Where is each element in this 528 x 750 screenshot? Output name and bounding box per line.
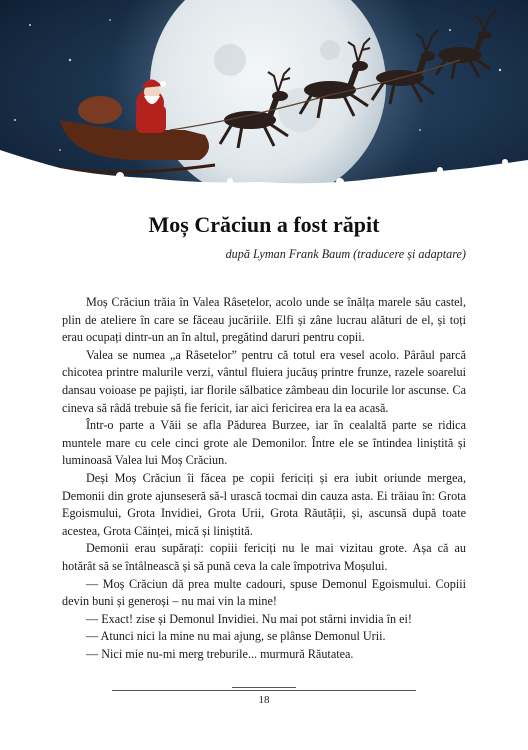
santa-sleigh-illustration bbox=[0, 0, 528, 205]
story-byline: după Lyman Frank Baum (traducere și adaptare) bbox=[225, 247, 466, 261]
story-body bbox=[62, 294, 466, 663]
header-illustration bbox=[0, 0, 528, 205]
footer-divider bbox=[112, 690, 416, 691]
story-paragraph: Moș Crăciun trăia în Valea Râsetelor, acolo unde se înălța marele său castel, plin de ateliere în care se făceau jucăriile. Elfi și zâne lucrau alături de el, și toți erau ocupați dintr-un an în altul, pregătind daruri pentru copii. bbox=[62, 295, 466, 345]
page-number: 18 bbox=[258, 694, 270, 706]
dialogue-line: — Nici mie nu-mi merg treburile... murmură Răutatea. bbox=[86, 646, 354, 661]
story-paragraph: Valea se numea „a Râsetelor” pentru că totul era vesel acolo. Pârâul parcă chicotea printre malurile verzi, vântul fluiera jucăuș printre frunze, razele soarelui dansau voioase pe pajiști, iar florile sălbatice zâmbeau din locurile lor ascunse. Ca cineva să râdă trebuie să fie fericit, iar aici fericirea era la ea acasă. bbox=[62, 347, 466, 415]
dialogue-line: — Exact! zise și Demonul Invidiei. Nu mai pot stârni invidia în ei! bbox=[86, 611, 412, 626]
dialogue-line: — Atunci nici la mine nu mai ajung, se plânse Demonul Urii. bbox=[86, 629, 386, 644]
footer-divider-top bbox=[232, 687, 296, 688]
story-paragraph: Demonii erau supărați: copiii fericiți nu le mai vizitau grote. Așa că au hotărât să se întâlnească și să pună ceva la cale împotriva Moșului. bbox=[62, 541, 466, 573]
story-paragraph: Deși Moș Crăciun îi făcea pe copii fericiți și era iubit oriunde mergea, Demonii din grote ajunseseră să-l urască tocmai din cauza asta. Ei trăiau în: Grota Egoismului, Grota Invidiei, Grota Urii, Grota Răutății, și, ascunsă după toate acestea, Grota Căinței, mică și liniștită. bbox=[62, 470, 466, 538]
story-paragraph: Într-o parte a Văii se afla Pădurea Burzee, iar în cealaltă parte se ridica muntele mare cu cele cinci grote ale Demonilor. Între ele se întindea liniștită și luminoasă Valea lui Moș Crăciun. bbox=[62, 418, 466, 468]
dialogue-line: — Moș Crăciun dă prea multe cadouri, spuse Demonul Egoismului. Copiii devin buni și generoși – nu mai vin la mine! bbox=[62, 576, 466, 609]
story-title: Moș Crăciun a fost răpit bbox=[148, 212, 380, 237]
